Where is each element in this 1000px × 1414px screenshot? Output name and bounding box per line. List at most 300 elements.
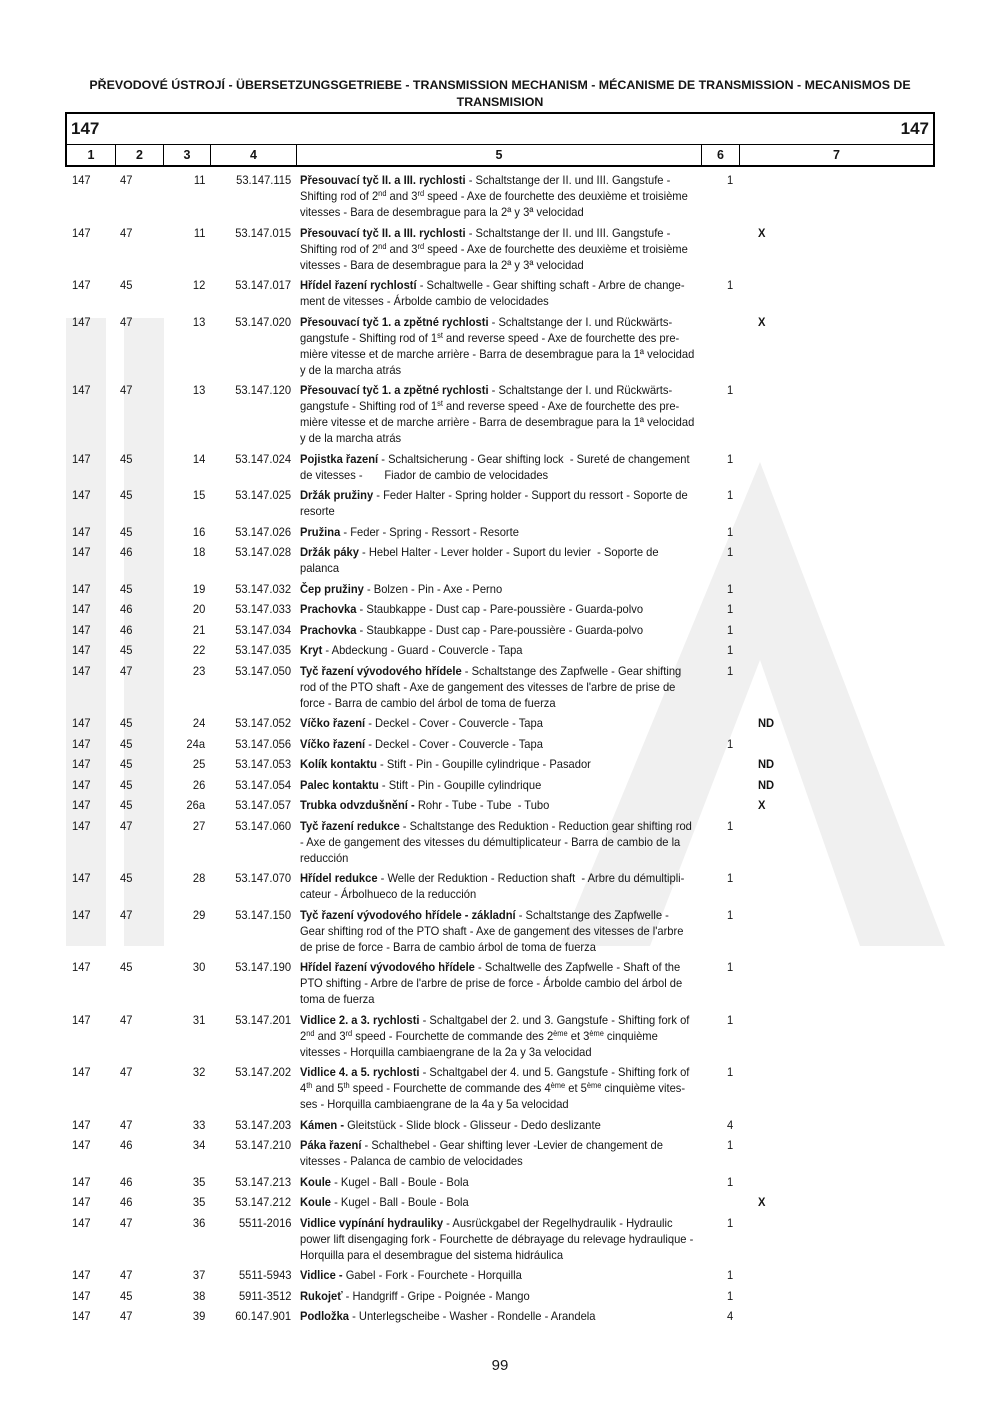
description-text: - Abdeckung - Guard - Couvercle - Tapa [322,643,523,657]
quantity-cell-text: 1 [727,663,734,678]
quantity-cell [701,524,739,540]
description-cell [296,1215,701,1263]
description-text: ment de vitesses - Árbolde cambio de velocidades [300,294,549,308]
model-cell [66,797,115,813]
description-text: palanca [300,561,340,575]
quantity-cell [701,1012,739,1060]
table-row [66,1064,934,1117]
part-number-cell [210,1012,296,1060]
position-cell [163,382,210,446]
note-cell [739,1174,934,1190]
table-row [66,663,934,716]
part-number-cell-text: 53.147.020 [235,314,291,329]
description-text: PTO shifting - Arbre de l'arbre de prise de force - Árbolde cambio del árbol de [300,976,683,990]
part-number-cell [210,225,296,273]
quantity-cell [701,581,739,597]
description-text: y de la marcha atrás [300,362,402,377]
table-row [66,487,934,524]
position-cell [163,172,210,220]
description [300,1174,673,1190]
figure-cell [115,1117,163,1133]
description-cell [296,642,701,658]
description-cell [296,314,701,378]
quantity-cell-text: 1 [727,1288,734,1303]
model-cell-text: 147 [72,960,91,974]
figure-cell [115,777,163,793]
quantity-cell-text: 1 [727,545,734,559]
figure-cell [115,715,163,731]
part-number-cell-text: 53.147.201 [235,1012,291,1027]
position-cell [163,1194,210,1210]
quantity-cell [701,777,739,793]
description-line [300,225,673,241]
model-cell-text: 147 [72,1309,91,1323]
description-text: vitesses - Palanca de cambio de velocidades [300,1154,523,1168]
part-number-cell [210,797,296,813]
position-cell-text: 20 [192,602,205,616]
position-cell-text: 29 [192,907,205,922]
figure-cell [115,581,163,597]
description [300,818,692,866]
model-cell-text: 147 [72,622,91,637]
position-cell [163,622,210,638]
figure-cell-text: 47 [120,1268,133,1282]
description-line [300,560,673,576]
description-cell [296,797,701,813]
figure-cell-text: 45 [120,777,133,792]
column-header-1: 1 [87,148,95,162]
note-cell [739,959,934,1007]
description-text: - Schaltstange des Zapfwelle - [515,907,669,922]
figure-cell [115,870,163,902]
part-name-cz: Vidlice 2. a 3. rychlosti [300,1012,420,1027]
position-cell-text: 14 [192,451,205,466]
figure-cell [115,797,163,813]
description-text: - Staubkappe - Dust cap - Pare-poussière - Guarda-polvo [356,602,644,616]
figure-cell [115,451,163,483]
part-name-cz: Držák páky [300,545,359,559]
quantity-cell-text: 1 [727,173,734,187]
description-line [300,886,673,902]
description-text: Gabel - Fork - Fourchete - Horquilla [342,1268,522,1282]
part-name-cz: Rukojeť [300,1288,343,1303]
table-row [66,1012,934,1065]
table-row [66,1288,934,1309]
model-cell-text: 147 [72,314,91,329]
part-name-cz: Koule [300,1174,332,1189]
quantity-cell-text: 1 [727,643,734,657]
part-number-cell [210,736,296,752]
model-cell [66,1012,115,1060]
figure-cell [115,1137,163,1169]
description-text: - Handgriff - Gripe - Poignée - Mango [342,1288,530,1303]
description-cell [296,601,701,617]
description [300,663,682,711]
part-number-cell-text: 53.147.028 [235,545,291,559]
model-cell [66,314,115,378]
part-name-cz: Pojistka řazení [300,451,379,466]
model-cell-text: 147 [72,1117,91,1132]
model-cell-text: 147 [72,488,91,502]
figure-cell-text: 46 [120,622,133,637]
figure-cell-text: 47 [120,907,133,922]
position-cell [163,797,210,813]
model-cell-text: 147 [72,1012,91,1027]
description-cell [296,1064,701,1112]
description-text: et 5 [565,1081,587,1095]
model-cell [66,642,115,658]
description-line [300,939,673,955]
description-line [300,1174,673,1190]
description-text: - Schaltstange des Reduktion - Reduction gear shifting rod [399,818,692,833]
quantity-cell-text: 4 [727,1117,734,1132]
note-cell [739,1117,934,1133]
description-line [300,777,673,793]
figure-cell-text: 47 [120,173,133,187]
superscript-text: nd [378,241,387,251]
quantity-cell [701,907,739,955]
figure-cell-text: 47 [120,225,133,240]
part-number-cell [210,277,296,309]
part-name-cz: Koule [300,1195,332,1209]
part-number-cell [210,756,296,772]
page-title-line-2: TRANSMISION [456,95,544,109]
model-cell [66,601,115,617]
model-cell [66,1215,115,1263]
description-cell [296,1137,701,1169]
figure-cell-text: 47 [120,1065,133,1079]
note-cell [739,870,934,902]
figure-cell [115,959,163,1007]
part-number-cell-text: 5911-3512 [238,1288,291,1303]
quantity-cell [701,1288,739,1304]
part-number-cell [210,314,296,378]
part-number-cell-text: 53.147.054 [235,777,291,792]
part-number-cell-text: 53.147.060 [235,818,291,833]
part-name-cz: Hřídel redukce [300,871,378,885]
description-text: reducción [300,850,349,865]
model-cell [66,524,115,540]
part-number-cell [210,382,296,446]
description-text: gangstufe - Shifting rod of 1 [300,399,438,413]
description-line [300,834,681,850]
description-text: - Unterlegscheibe - Washer - Rondelle - Arandela [348,1309,596,1323]
column-header-2: 2 [115,145,163,165]
model-cell [66,1137,115,1169]
description [300,622,673,638]
model-cell [66,382,115,446]
page-title-line-1: PŘEVODOVÉ ÚSTROJÍ - ÜBERSETZUNGSGETRIEBE - TRANSMISSION MECHANISM - MÉCANISME DE TRANSMISSION - MECANISMOS DE [89,78,911,92]
part-number-cell [210,715,296,731]
part-number-cell [210,907,296,955]
model-cell-text: 147 [72,777,91,792]
table-row [66,736,934,757]
table-row [66,622,934,643]
description-text: Shifting rod of 2 [300,241,379,256]
description-text: rod of the PTO shaft - Axe de gangement des vitesses de l'arbre de prise de [300,679,676,694]
model-label-left: 147 [71,119,100,138]
figure-cell-text: 47 [120,1117,133,1132]
quantity-cell [701,487,739,519]
figure-cell [115,487,163,519]
model-cell [66,1174,115,1190]
part-number-cell [210,1267,296,1283]
position-cell-text: 28 [192,871,205,885]
figure-cell-text: 46 [120,1174,133,1189]
description-line [300,756,673,772]
part-number-cell-text: 53.147.056 [235,736,291,751]
description-text: speed - Axe de fourchette des deuxième et troisième [424,241,688,256]
position-cell [163,277,210,309]
part-number-cell-text: 53.147.210 [235,1138,291,1152]
part-number-cell [210,544,296,576]
figure-cell-text: 47 [120,663,133,678]
note-cell [739,487,934,519]
figure-cell-text: 46 [120,602,133,616]
table-row [66,642,934,663]
description [300,581,673,597]
position-cell [163,1174,210,1190]
description-line [300,398,680,414]
table-row [66,1174,934,1195]
figure-cell [115,756,163,772]
part-name-cz: Přesouvací tyč II. a III. rychlosti [300,173,466,187]
part-name-cz: Tyč řazení vývodového hřídele - základní [300,907,516,922]
part-number-cell-text: 53.147.190 [235,960,291,974]
note-cell [739,1137,934,1169]
description [300,870,685,902]
column-header-4: 4 [210,145,296,165]
description [300,277,685,309]
note-cell [739,1267,934,1283]
quantity-cell-text: 1 [727,1138,734,1152]
quantity-cell [701,314,739,378]
part-name-cz: Prachovka [300,602,357,616]
model-cell-text: 147 [72,602,91,616]
model-cell-text: 147 [72,524,91,539]
position-cell [163,715,210,731]
quantity-cell [701,172,739,220]
column-header-row [67,145,933,165]
part-number-cell-text: 53.147.115 [235,173,291,187]
part-name-cz: Kámen - [300,1117,345,1132]
description-text: mière vitesse et de marche arrière - Barra de desembrague para la 1ª velocidad [300,346,695,361]
part-name-cz: Páka řazení [300,1138,362,1152]
figure-cell [115,818,163,866]
model-cell [66,487,115,519]
figure-cell-text: 45 [120,757,133,771]
note-cell [739,622,934,638]
note-cell-text: ND [758,757,775,771]
description-text: - Schaltstange der I. und Rückwärts- [488,383,673,397]
quantity-cell-text: 1 [727,383,734,397]
part-name-cz: Víčko řazení [300,716,366,730]
description-line [300,695,673,711]
description-line [300,204,673,220]
model-cell-text: 147 [72,663,91,678]
description [300,544,673,576]
description-cell [296,451,701,483]
note-cell [739,777,934,793]
position-cell [163,314,210,378]
table-row [66,601,934,622]
model-cell [66,1267,115,1283]
description-cell [296,1012,701,1060]
description-text: - Schaltsicherung - Gear shifting lock - Sureté de changement [378,451,690,466]
description-line [300,642,673,658]
description-line [300,818,692,834]
position-cell-text: 11 [193,173,205,187]
description-line [300,172,673,188]
position-cell [163,756,210,772]
figure-cell [115,172,163,220]
part-name-cz: Kryt [300,643,323,657]
note-cell [739,907,934,955]
description-text: - Kugel - Ball - Boule - Bola [331,1195,469,1209]
figure-cell-text: 45 [120,643,133,657]
position-cell [163,959,210,1007]
part-number-cell [210,172,296,220]
note-cell [739,736,934,752]
parts-list [66,172,934,1329]
model-cell [66,1308,115,1324]
note-cell [739,1288,934,1304]
description [300,1137,673,1169]
model-cell [66,172,115,220]
description [300,172,688,220]
table-row [66,756,934,777]
description-text: - Welle der Reduktion - Reduction shaft - Arbre du démultipli- [377,871,685,885]
description [300,225,688,273]
note-cell [739,1308,934,1324]
quantity-cell [701,1174,739,1190]
description-text: Rohr - Tube - Tube - Tubo [414,798,550,812]
description-text: vitesses - Bara de desembrague para la 2ª y 3ª velocidad [300,205,584,219]
part-number-cell-text: 53.147.057 [235,798,291,812]
figure-cell [115,663,163,711]
description-cell [296,382,701,446]
quantity-cell [701,870,739,902]
description [300,1117,673,1133]
description-cell [296,756,701,772]
model-cell [66,1117,115,1133]
description-cell [296,1117,701,1133]
description-line [300,241,688,257]
description-cell [296,544,701,576]
superscript-text: rd [417,189,425,198]
model-cell-text: 147 [72,871,91,885]
model-cell-text: 147 [72,383,91,397]
description-text: - Kugel - Ball - Boule - Bola [331,1174,469,1189]
part-name-cz: Kolík kontaktu [300,757,377,771]
quantity-cell-text: 1 [727,818,734,833]
figure-cell-text: 45 [120,524,133,539]
description-line [300,1064,690,1080]
model-cell-text: 147 [72,1174,91,1189]
model-cell-text: 147 [72,716,91,730]
quantity-cell-text: 1 [727,488,734,502]
description-text: mière vitesse et de marche arrière - Barra de desembrague para la 1ª velocidad [300,415,695,429]
description-text: - Schaltstange der II. und III. Gangstufe - [465,173,671,187]
description [300,797,673,813]
description-text: - Schaltwelle - Gear shifting schaft - Arbre de change- [416,278,685,292]
model-cell-text: 147 [72,173,91,187]
position-cell-text: 30 [192,960,205,974]
description-text: speed - Axe de fourchette des deuxième et troisième [424,189,688,203]
note-cell [739,172,934,220]
part-number-cell [210,524,296,540]
position-cell-text: 36 [192,1215,205,1230]
position-cell-text: 11 [193,225,205,240]
description-text: de prise de force - Barra de cambio árbol de toma de fuerza [300,939,596,954]
description-text: et 3 [567,1028,590,1043]
model-cell [66,663,115,711]
quantity-cell-text: 1 [727,907,734,922]
description [300,642,673,658]
quantity-cell-text: 1 [727,1174,734,1189]
position-cell [163,601,210,617]
description-text: Gear shifting rod of the PTO shaft - Axe de gangement des vitesses de l'arbre [300,923,684,938]
description-text: and 3 [314,1028,346,1043]
model-cell [66,736,115,752]
table-row [66,777,934,798]
note-cell-text: ND [758,777,775,792]
model-cell-text: 147 [72,736,91,751]
figure-cell-text: 45 [120,488,133,502]
part-name-cz: Čep pružiny [300,581,364,596]
description-text: - Staubkappe - Dust cap - Pare-poussière - Guarda-polvo [356,622,644,637]
position-cell-text: 19 [192,581,205,596]
description-line [300,1137,673,1153]
figure-cell-text: 45 [120,960,133,974]
description-text: gangstufe - Shifting rod of 1 [300,330,438,345]
note-cell-text: X [758,314,766,329]
model-cell [66,1288,115,1304]
description-line [300,715,673,731]
part-number-cell [210,642,296,658]
figure-cell [115,736,163,752]
note-cell-text: ND [758,716,775,730]
quantity-cell [701,1215,739,1263]
description-line [300,524,673,540]
description-cell [296,715,701,731]
superscript-text: nd [378,189,387,198]
figure-cell [115,642,163,658]
superscript-text: ème [589,1028,604,1038]
part-number-cell [210,1137,296,1169]
description-line [300,1028,673,1044]
description-line [300,1117,673,1133]
description-line [300,430,673,446]
description-line [300,581,673,597]
description-text: cinquième vites- [601,1081,686,1095]
model-cell [66,756,115,772]
position-cell [163,451,210,483]
quantity-cell [701,451,739,483]
description-text: - Schalthebel - Gear shifting lever -Levier de changement de [361,1138,663,1152]
column-header-3: 3 [163,145,210,165]
description-text: - Schaltwelle des Zapfwelle - Shaft of the [474,960,681,974]
description-text: cinquième [603,1028,658,1043]
figure-cell-text: 45 [120,798,133,812]
note-cell [739,451,934,483]
description-line [300,451,690,467]
description-text: - Feder - Spring - Ressort - Resorte [340,524,519,539]
part-number-cell [210,1194,296,1210]
model-cell-text: 147 [72,757,91,771]
figure-cell [115,622,163,638]
position-cell [163,818,210,866]
